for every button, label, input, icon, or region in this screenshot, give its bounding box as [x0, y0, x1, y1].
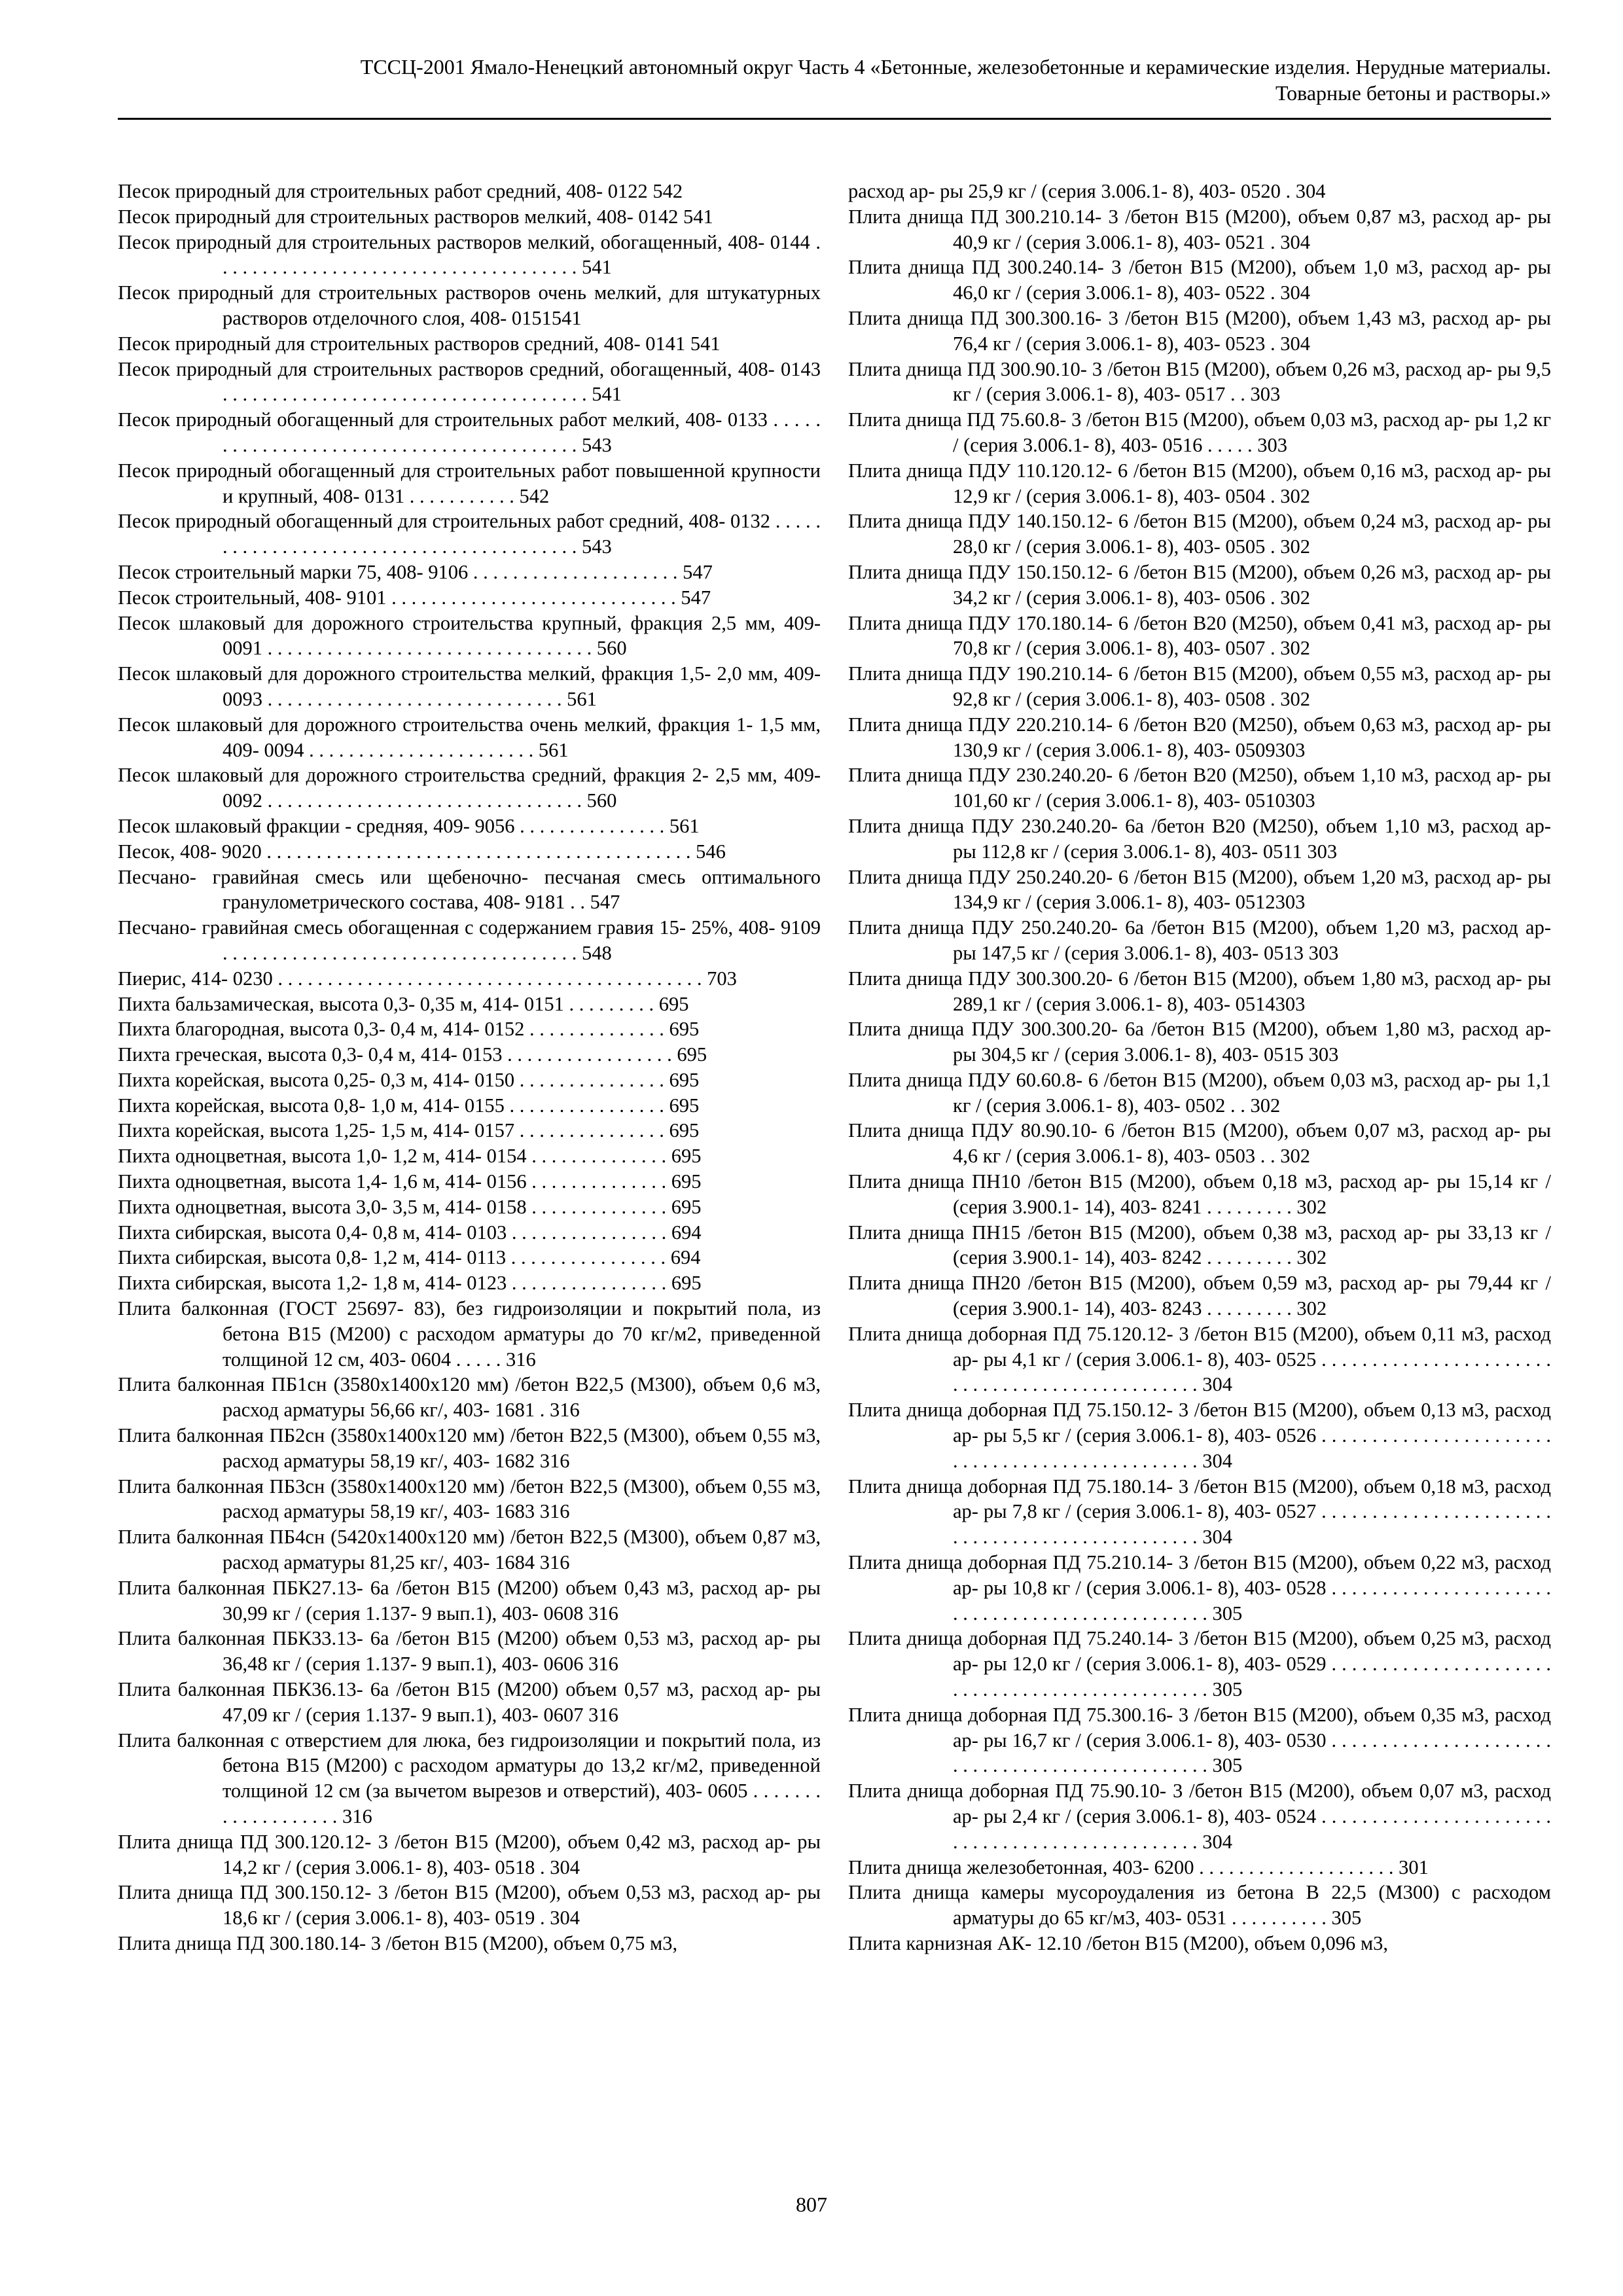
- index-entry: Пихта бальзамическая, высота 0,3- 0,35 м, 414- 0151 . . . . . . . . . 695: [118, 992, 689, 1015]
- index-entry: Песок строительный, 408- 9101 . . . . . . . . . . . . . . . . . . . . . . . . . . . . . 547: [118, 586, 711, 609]
- index-entry: Плита днища ПДУ 190.210.14- 6 /бетон В15 (М200), объем 0,55 м3, расход ар- ры 92,8 кг / (серия 3.006.1- 8), 403- 0508 . 302: [848, 662, 1551, 710]
- index-entry: Песок природный для строительных работ средний, 408- 0122 542: [118, 180, 683, 202]
- index-entry: Плита днища ПД 300.150.12- 3 /бетон В15 (М200), объем 0,53 м3, расход ар- ры 18,6 кг / (серия 3.006.1- 8), 403- 0519 . 304: [118, 1881, 821, 1929]
- index-entry: Песчано- гравийная смесь обогащенная с содержанием гравия 15- 25%, 408- 9109 . . . . . . . . . . . . . . . . . . . . . . . . . . . . . . . . . . . . 548: [118, 916, 821, 964]
- index-entry: Плита балконная ПБ2сн (3580х1400х120 мм) /бетон В22,5 (М300), объем 0,55 м3, расход арматуры 58,19 кг/, 403- 1682 316: [118, 1424, 821, 1472]
- index-entry: расход ар- ры 25,9 кг / (серия 3.006.1- 8), 403- 0520 . 304: [848, 180, 1326, 202]
- page-header: [118, 54, 1551, 106]
- index-entry: Плита днища ПД 300.180.14- 3 /бетон В15 (М200), объем 0,75 м3,: [118, 1931, 678, 1954]
- index-entry: Пихта сибирская, высота 0,4- 0,8 м, 414- 0103 . . . . . . . . . . . . . . . . 694: [118, 1221, 702, 1244]
- index-entry: Плита днища ПДУ 60.60.8- 6 /бетон В15 (М200), объем 0,03 м3, расход ар- ры 1,1 кг / (серия 3.006.1- 8), 403- 0502 . . 302: [848, 1068, 1551, 1117]
- index-entry: Плита днища ПН10 /бетон В15 (М200), объем 0,18 м3, расход ар- ры 15,14 кг / (серия 3.900.1- 14), 403- 8241 . . . . . . . . . 302: [848, 1170, 1551, 1218]
- index-entry: Пихта благородная, высота 0,3- 0,4 м, 414- 0152 . . . . . . . . . . . . . . 695: [118, 1018, 700, 1041]
- index-entry: Песок, 408- 9020 . . . . . . . . . . . . . . . . . . . . . . . . . . . . . . . . . . . . . . . . . . . 546: [118, 840, 726, 863]
- index-entry: Песок природный для строительных растворов очень мелкий, для штукатурных растворов отделочного слоя, 408- 0151541: [118, 281, 821, 329]
- index-entry: Пихта одноцветная, высота 1,0- 1,2 м, 414- 0154 . . . . . . . . . . . . . . 695: [118, 1145, 702, 1168]
- index-entry: Песок шлаковый для дорожного строительства очень мелкий, фракция 1- 1,5 мм, 409- 0094 . . . . . . . . . . . . . . . . . . . . . . . 561: [118, 713, 821, 761]
- index-entry: Песок шлаковый для дорожного строительства крупный, фракция 2,5 мм, 409- 0091 . . . . . . . . . . . . . . . . . . . . . . . . . . . . . . . . . 560: [118, 611, 821, 660]
- index-entry: Плита днища ПД 300.90.10- 3 /бетон В15 (М200), объем 0,26 м3, расход ар- ры 9,5 кг / (серия 3.006.1- 8), 403- 0517 . . 303: [848, 357, 1551, 406]
- index-entry: Песок шлаковый для дорожного строительства мелкий, фракция 1,5- 2,0 мм, 409- 0093 . . . . . . . . . . . . . . . . . . . . . . . . . . . . . . 561: [118, 662, 821, 710]
- index-entry: Плита днища доборная ПД 75.210.14- 3 /бетон В15 (М200), объем 0,22 м3, расход ар- ры 10,8 кг / (серия 3.006.1- 8), 403- 0528 . . . . . . . . . . . . . . . . . . . . . . . . . . . . . . . . . . . . . . . . . . . . . . . . 305: [848, 1551, 1551, 1624]
- index-entry: Плита днища ПДУ 220.210.14- 6 /бетон В20 (М250), объем 0,63 м3, расход ар- ры 130,9 кг / (серия 3.006.1- 8), 403- 0509303: [848, 713, 1551, 761]
- index-entry: Плита балконная с отверстием для люка, без гидроизоляции и покрытий пола, из бетона В15 (М200) с расходом арматуры до 13,2 кг/м2, приведенной толщиной 12 см (за вычетом вырезов и отверстий), 403- 0605 . . . . . . . . . . . . . . . . . . . 316: [118, 1729, 821, 1827]
- index-entry: Плита днища ПДУ 140.150.12- 6 /бетон В15 (М200), объем 0,24 м3, расход ар- ры 28,0 кг / (серия 3.006.1- 8), 403- 0505 . 302: [848, 510, 1551, 558]
- header-title-line2: Товарные бетоны и растворы.»: [1275, 81, 1551, 105]
- index-entry: Пихта корейская, высота 0,25- 0,3 м, 414- 0150 . . . . . . . . . . . . . . . 695: [118, 1068, 700, 1091]
- index-entry: Плита балконная ПБ1сн (3580х1400х120 мм) /бетон В22,5 (М300), объем 0,6 м3, расход арматуры 56,66 кг/, 403- 1681 . 316: [118, 1373, 821, 1422]
- index-entry: Плита днища ПДУ 250.240.20- 6 /бетон В15 (М200), объем 1,20 м3, расход ар- ры 134,9 кг / (серия 3.006.1- 8), 403- 0512303: [848, 865, 1551, 914]
- index-entry: Песок природный для строительных растворов средний, обогащенный, 408- 0143 . . . . . . . . . . . . . . . . . . . . . . . . . . . . . . . . . . . . . 541: [118, 357, 821, 406]
- index-entry: Пихта одноцветная, высота 3,0- 3,5 м, 414- 0158 . . . . . . . . . . . . . . 695: [118, 1195, 702, 1218]
- index-entry: Плита днища ПД 300.300.16- 3 /бетон В15 (М200), объем 1,43 м3, расход ар- ры 76,4 кг / (серия 3.006.1- 8), 403- 0523 . 304: [848, 306, 1551, 355]
- index-entry: Песок строительный марки 75, 408- 9106 . . . . . . . . . . . . . . . . . . . . . 547: [118, 560, 713, 583]
- index-entry: Плита днища ПДУ 150.150.12- 6 /бетон В15 (М200), объем 0,26 м3, расход ар- ры 34,2 кг / (серия 3.006.1- 8), 403- 0506 . 302: [848, 560, 1551, 609]
- index-entry: Пихта греческая, высота 0,3- 0,4 м, 414- 0153 . . . . . . . . . . . . . . . . . 695: [118, 1043, 707, 1066]
- index-column-right: [848, 179, 1551, 1956]
- index-entry: Плита днища ПДУ 110.120.12- 6 /бетон В15 (М200), объем 0,16 м3, расход ар- ры 12,9 кг / (серия 3.006.1- 8), 403- 0504 . 302: [848, 459, 1551, 507]
- header-rule: [118, 118, 1551, 120]
- index-entry: Плита днища ПДУ 80.90.10- 6 /бетон В15 (М200), объем 0,07 м3, расход ар- ры 4,6 кг / (серия 3.006.1- 8), 403- 0503 . . 302: [848, 1119, 1551, 1168]
- index-entry: Плита днища камеры мусороудаления из бетона В 22,5 (М300) с расходом арматуры до 65 кг/м3, 403- 0531 . . . . . . . . . . 305: [848, 1881, 1551, 1929]
- index-entry: Плита днища доборная ПД 75.180.14- 3 /бетон В15 (М200), объем 0,18 м3, расход ар- ры 7,8 кг / (серия 3.006.1- 8), 403- 0527 . . . . . . . . . . . . . . . . . . . . . . . . . . . . . . . . . . . . . . . . . . . . . . . . 304: [848, 1475, 1551, 1549]
- index-entry: Плита днища доборная ПД 75.300.16- 3 /бетон В15 (М200), объем 0,35 м3, расход ар- ры 16,7 кг / (серия 3.006.1- 8), 403- 0530 . . . . . . . . . . . . . . . . . . . . . . . . . . . . . . . . . . . . . . . . . . . . . . . . 305: [848, 1703, 1551, 1777]
- index-column-left: [118, 179, 821, 1956]
- index-entry: Плита днища доборная ПД 75.240.14- 3 /бетон В15 (М200), объем 0,25 м3, расход ар- ры 12,0 кг / (серия 3.006.1- 8), 403- 0529 . . . . . . . . . . . . . . . . . . . . . . . . . . . . . . . . . . . . . . . . . . . . . . . . 305: [848, 1627, 1551, 1701]
- index-entry: Пиерис, 414- 0230 . . . . . . . . . . . . . . . . . . . . . . . . . . . . . . . . . . . . . . . . . . . 703: [118, 967, 737, 990]
- index-entry: Песок шлаковый для дорожного строительства средний, фракция 2- 2,5 мм, 409- 0092 . . . . . . . . . . . . . . . . . . . . . . . . . . . . . . . . 560: [118, 764, 821, 812]
- page-number: 807: [796, 2193, 827, 2216]
- index-entry: Плита балконная ПБК33.13- 6а /бетон В15 (М200) объем 0,53 м3, расход ар- ры 36,48 кг / (серия 1.137- 9 вып.1), 403- 0606 316: [118, 1627, 821, 1676]
- index-entry: Плита днища ПДУ 230.240.20- 6а /бетон В20 (М250), объем 1,10 м3, расход ар- ры 112,8 кг / (серия 3.006.1- 8), 403- 0511 303: [848, 814, 1551, 863]
- index-entry: Плита днища ПН15 /бетон В15 (М200), объем 0,38 м3, расход ар- ры 33,13 кг / (серия 3.900.1- 14), 403- 8242 . . . . . . . . . 302: [848, 1221, 1551, 1269]
- index-entry: Пихта корейская, высота 0,8- 1,0 м, 414- 0155 . . . . . . . . . . . . . . . . 695: [118, 1094, 700, 1117]
- index-entry: Плита балконная ПБК27.13- 6а /бетон В15 (М200) объем 0,43 м3, расход ар- ры 30,99 кг / (серия 1.137- 9 вып.1), 403- 0608 316: [118, 1576, 821, 1624]
- index-entry: Песок природный для строительных растворов мелкий, обогащенный, 408- 0144 . . . . . . . . . . . . . . . . . . . . . . . . . . . . . . . . . . . . . 541: [118, 230, 821, 279]
- index-entry: Песчано- гравийная смесь или щебеночно- песчаная смесь оптимального гранулометрического состава, 408- 9181 . . 547: [118, 865, 821, 914]
- index-entry: Плита днища ПДУ 300.300.20- 6а /бетон В15 (М200), объем 1,80 м3, расход ар- ры 304,5 кг / (серия 3.006.1- 8), 403- 0515 303: [848, 1018, 1551, 1066]
- index-entry: Песок природный обогащенный для строительных работ мелкий, 408- 0133 . . . . . . . . . . . . . . . . . . . . . . . . . . . . . . . . . . . . . . . . . 543: [118, 408, 821, 456]
- index-entry: Пихта сибирская, высота 1,2- 1,8 м, 414- 0123 . . . . . . . . . . . . . . . . 695: [118, 1272, 702, 1295]
- index-entry: Плита балконная (ГОСТ 25697- 83), без гидроизоляции и покрытий пола, из бетона В15 (М200) с расходом арматуры до 70 кг/м2, приведенной толщиной 12 см, 403- 0604 . . . . . 316: [118, 1297, 821, 1371]
- index-entry: Плита днища ПД 300.120.12- 3 /бетон В15 (М200), объем 0,42 м3, расход ар- ры 14,2 кг / (серия 3.006.1- 8), 403- 0518 . 304: [118, 1830, 821, 1878]
- index-entry: Плита днища ПДУ 170.180.14- 6 /бетон В20 (М250), объем 0,41 м3, расход ар- ры 70,8 кг / (серия 3.006.1- 8), 403- 0507 . 302: [848, 611, 1551, 660]
- index-entry: Плита днища доборная ПД 75.150.12- 3 /бетон В15 (М200), объем 0,13 м3, расход ар- ры 5,5 кг / (серия 3.006.1- 8), 403- 0526 . . . . . . . . . . . . . . . . . . . . . . . . . . . . . . . . . . . . . . . . . . . . . . . . 304: [848, 1399, 1551, 1472]
- index-entry: Песок шлаковый фракции - средняя, 409- 9056 . . . . . . . . . . . . . . . 561: [118, 814, 700, 837]
- index-entry: Плита днища ПДУ 230.240.20- 6 /бетон В20 (М250), объем 1,10 м3, расход ар- ры 101,60 кг / (серия 3.006.1- 8), 403- 0510303: [848, 764, 1551, 812]
- index-entry: Плита днища ПД 300.240.14- 3 /бетон В15 (М200), объем 1,0 м3, расход ар- ры 46,0 кг / (серия 3.006.1- 8), 403- 0522 . 304: [848, 256, 1551, 304]
- index-entry: Плита балконная ПБ4сн (5420х1400х120 мм) /бетон В22,5 (М300), объем 0,87 м3, расход арматуры 81,25 кг/, 403- 1684 316: [118, 1526, 821, 1574]
- index-entry: Пихта корейская, высота 1,25- 1,5 м, 414- 0157 . . . . . . . . . . . . . . . 695: [118, 1119, 700, 1142]
- index-entry: Плита карнизная АК- 12.10 /бетон В15 (М200), объем 0,096 м3,: [848, 1931, 1389, 1954]
- index-entry: Песок природный обогащенный для строительных работ повышенной крупности и крупный, 408- 0131 . . . . . . . . . . . 542: [118, 459, 821, 507]
- index-entry: Плита днища ПН20 /бетон В15 (М200), объем 0,59 м3, расход ар- ры 79,44 кг / (серия 3.900.1- 14), 403- 8243 . . . . . . . . . 302: [848, 1272, 1551, 1320]
- index-entry: Пихта одноцветная, высота 1,4- 1,6 м, 414- 0156 . . . . . . . . . . . . . . 695: [118, 1170, 702, 1193]
- index-entry: Песок природный для строительных растворов средний, 408- 0141 541: [118, 332, 721, 355]
- index-entry: Пихта сибирская, высота 0,8- 1,2 м, 414- 0113 . . . . . . . . . . . . . . . . 694: [118, 1246, 701, 1269]
- header-title-line1: ТССЦ-2001 Ямало-Ненецкий автономный округ Часть 4 «Бетонные, железобетонные и керамические изделия. Нерудные материалы.: [360, 55, 1551, 79]
- index-entry: Плита днища доборная ПД 75.120.12- 3 /бетон В15 (М200), объем 0,11 м3, расход ар- ры 4,1 кг / (серия 3.006.1- 8), 403- 0525 . . . . . . . . . . . . . . . . . . . . . . . . . . . . . . . . . . . . . . . . . . . . . . . . 304: [848, 1322, 1551, 1396]
- index-entry: Плита днища доборная ПД 75.90.10- 3 /бетон В15 (М200), объем 0,07 м3, расход ар- ры 2,4 кг / (серия 3.006.1- 8), 403- 0524 . . . . . . . . . . . . . . . . . . . . . . . . . . . . . . . . . . . . . . . . . . . . . . . . 304: [848, 1780, 1551, 1853]
- index-entry: Плита днища ПД 300.210.14- 3 /бетон В15 (М200), объем 0,87 м3, расход ар- ры 40,9 кг / (серия 3.006.1- 8), 403- 0521 . 304: [848, 205, 1551, 253]
- index-entry: Плита днища железобетонная, 403- 6200 . . . . . . . . . . . . . . . . . . . . 301: [848, 1856, 1429, 1878]
- index-entry: Песок природный обогащенный для строительных работ средний, 408- 0132 . . . . . . . . . . . . . . . . . . . . . . . . . . . . . . . . . . . . . . . . . 543: [118, 510, 821, 558]
- index-entry: Плита днища ПДУ 250.240.20- 6а /бетон В15 (М200), объем 1,20 м3, расход ар- ры 147,5 кг / (серия 3.006.1- 8), 403- 0513 303: [848, 916, 1551, 964]
- index-entry: Плита днища ПДУ 300.300.20- 6 /бетон В15 (М200), объем 1,80 м3, расход ар- ры 289,1 кг / (серия 3.006.1- 8), 403- 0514303: [848, 967, 1551, 1015]
- index-entry: Плита балконная ПБК36.13- 6а /бетон В15 (М200) объем 0,57 м3, расход ар- ры 47,09 кг / (серия 1.137- 9 вып.1), 403- 0607 316: [118, 1678, 821, 1726]
- index-entry: Плита днища ПД 75.60.8- 3 /бетон В15 (М200), объем 0,03 м3, расход ар- ры 1,2 кг / (серия 3.006.1- 8), 403- 0516 . . . . . 303: [848, 408, 1551, 456]
- index-entry: Плита балконная ПБ3сн (3580х1400х120 мм) /бетон В22,5 (М300), объем 0,55 м3, расход арматуры 58,19 кг/, 403- 1683 316: [118, 1475, 821, 1523]
- index-entry: Песок природный для строительных растворов мелкий, 408- 0142 541: [118, 205, 713, 228]
